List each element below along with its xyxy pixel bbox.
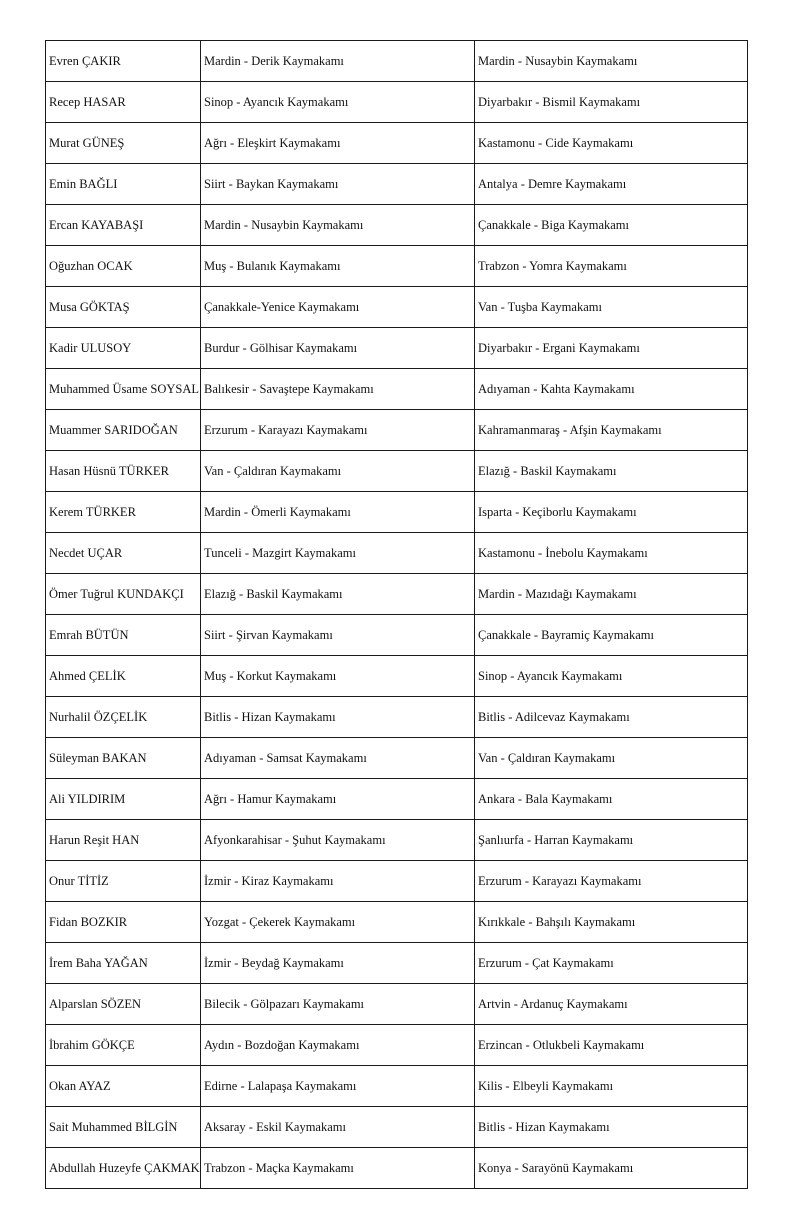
new-post-cell: Trabzon - Yomra Kaymakamı xyxy=(475,246,748,287)
current-post-cell: Balıkesir - Savaştepe Kaymakamı xyxy=(201,369,475,410)
new-post-cell: Bitlis - Hizan Kaymakamı xyxy=(475,1107,748,1148)
person-name-cell: Oğuzhan OCAK xyxy=(46,246,201,287)
current-post-cell: Siirt - Baykan Kaymakamı xyxy=(201,164,475,205)
table-row xyxy=(46,164,748,205)
table-row xyxy=(46,205,748,246)
person-name-cell: Recep HASAR xyxy=(46,82,201,123)
person-name-cell: Hasan Hüsnü TÜRKER xyxy=(46,451,201,492)
current-post-cell: Mardin - Ömerli Kaymakamı xyxy=(201,492,475,533)
new-post-cell: Diyarbakır - Bismil Kaymakamı xyxy=(475,82,748,123)
new-post-cell: Isparta - Keçiborlu Kaymakamı xyxy=(475,492,748,533)
new-post-cell: Antalya - Demre Kaymakamı xyxy=(475,164,748,205)
person-name-cell: Harun Reşit HAN xyxy=(46,820,201,861)
current-post-cell: Bilecik - Gölpazarı Kaymakamı xyxy=(201,984,475,1025)
table-row xyxy=(46,738,748,779)
person-name-cell: Sait Muhammed BİLGİN xyxy=(46,1107,201,1148)
person-name-cell: Alparslan SÖZEN xyxy=(46,984,201,1025)
table-row xyxy=(46,1025,748,1066)
new-post-cell: Erzurum - Karayazı Kaymakamı xyxy=(475,861,748,902)
person-name-cell: Emrah BÜTÜN xyxy=(46,615,201,656)
current-post-cell: Elazığ - Baskil Kaymakamı xyxy=(201,574,475,615)
table-row xyxy=(46,492,748,533)
new-post-cell: Konya - Sarayönü Kaymakamı xyxy=(475,1148,748,1189)
table-row xyxy=(46,82,748,123)
table-row xyxy=(46,697,748,738)
current-post-cell: Tunceli - Mazgirt Kaymakamı xyxy=(201,533,475,574)
person-name-cell: Ali YILDIRIM xyxy=(46,779,201,820)
person-name-cell: Ömer Tuğrul KUNDAKÇI xyxy=(46,574,201,615)
current-post-cell: Bitlis - Hizan Kaymakamı xyxy=(201,697,475,738)
table-row xyxy=(46,410,748,451)
person-name-cell: Necdet UÇAR xyxy=(46,533,201,574)
current-post-cell: Sinop - Ayancık Kaymakamı xyxy=(201,82,475,123)
person-name-cell: Evren ÇAKIR xyxy=(46,41,201,82)
new-post-cell: Mardin - Nusaybin Kaymakamı xyxy=(475,41,748,82)
new-post-cell: Bitlis - Adilcevaz Kaymakamı xyxy=(475,697,748,738)
current-post-cell: Yozgat - Çekerek Kaymakamı xyxy=(201,902,475,943)
new-post-cell: Kırıkkale - Bahşılı Kaymakamı xyxy=(475,902,748,943)
current-post-cell: Burdur - Gölhisar Kaymakamı xyxy=(201,328,475,369)
new-post-cell: Şanlıurfa - Harran Kaymakamı xyxy=(475,820,748,861)
person-name-cell: Kerem TÜRKER xyxy=(46,492,201,533)
person-name-cell: Murat GÜNEŞ xyxy=(46,123,201,164)
person-name-cell: Muhammed Üsame SOYSAL xyxy=(46,369,201,410)
current-post-cell: Muş - Bulanık Kaymakamı xyxy=(201,246,475,287)
person-name-cell: Abdullah Huzeyfe ÇAKMAK xyxy=(46,1148,201,1189)
table-row xyxy=(46,820,748,861)
person-name-cell: Ercan KAYABAŞI xyxy=(46,205,201,246)
table-row xyxy=(46,246,748,287)
table-row xyxy=(46,902,748,943)
new-post-cell: Elazığ - Baskil Kaymakamı xyxy=(475,451,748,492)
table-row xyxy=(46,287,748,328)
table-row xyxy=(46,1066,748,1107)
new-post-cell: Van - Tuşba Kaymakamı xyxy=(475,287,748,328)
new-post-cell: Erzincan - Otlukbeli Kaymakamı xyxy=(475,1025,748,1066)
table-row xyxy=(46,369,748,410)
person-name-cell: Musa GÖKTAŞ xyxy=(46,287,201,328)
table-row xyxy=(46,1107,748,1148)
table-row xyxy=(46,1148,748,1189)
new-post-cell: Çanakkale - Bayramiç Kaymakamı xyxy=(475,615,748,656)
table-row xyxy=(46,41,748,82)
current-post-cell: Aksaray - Eskil Kaymakamı xyxy=(201,1107,475,1148)
current-post-cell: Trabzon - Maçka Kaymakamı xyxy=(201,1148,475,1189)
person-name-cell: Emin BAĞLI xyxy=(46,164,201,205)
person-name-cell: Okan AYAZ xyxy=(46,1066,201,1107)
current-post-cell: Çanakkale-Yenice Kaymakamı xyxy=(201,287,475,328)
current-post-cell: Mardin - Derik Kaymakamı xyxy=(201,41,475,82)
new-post-cell: Diyarbakır - Ergani Kaymakamı xyxy=(475,328,748,369)
new-post-cell: Kilis - Elbeyli Kaymakamı xyxy=(475,1066,748,1107)
person-name-cell: Muammer SARIDOĞAN xyxy=(46,410,201,451)
person-name-cell: İrem Baha YAĞAN xyxy=(46,943,201,984)
person-name-cell: Nurhalil ÖZÇELİK xyxy=(46,697,201,738)
table-row xyxy=(46,451,748,492)
appointment-table-body xyxy=(46,41,748,1189)
current-post-cell: Siirt - Şirvan Kaymakamı xyxy=(201,615,475,656)
table-row xyxy=(46,328,748,369)
person-name-cell: Süleyman BAKAN xyxy=(46,738,201,779)
table-row xyxy=(46,943,748,984)
current-post-cell: Aydın - Bozdoğan Kaymakamı xyxy=(201,1025,475,1066)
current-post-cell: Muş - Korkut Kaymakamı xyxy=(201,656,475,697)
table-row xyxy=(46,861,748,902)
new-post-cell: Mardin - Mazıdağı Kaymakamı xyxy=(475,574,748,615)
new-post-cell: Adıyaman - Kahta Kaymakamı xyxy=(475,369,748,410)
current-post-cell: Van - Çaldıran Kaymakamı xyxy=(201,451,475,492)
person-name-cell: İbrahim GÖKÇE xyxy=(46,1025,201,1066)
table-row xyxy=(46,123,748,164)
table-row xyxy=(46,656,748,697)
current-post-cell: Ağrı - Hamur Kaymakamı xyxy=(201,779,475,820)
table-row xyxy=(46,984,748,1025)
current-post-cell: Ağrı - Eleşkirt Kaymakamı xyxy=(201,123,475,164)
current-post-cell: Adıyaman - Samsat Kaymakamı xyxy=(201,738,475,779)
current-post-cell: İzmir - Kiraz Kaymakamı xyxy=(201,861,475,902)
table-row xyxy=(46,533,748,574)
appointment-table xyxy=(45,40,748,1189)
new-post-cell: Van - Çaldıran Kaymakamı xyxy=(475,738,748,779)
person-name-cell: Fidan BOZKIR xyxy=(46,902,201,943)
person-name-cell: Ahmed ÇELİK xyxy=(46,656,201,697)
new-post-cell: Kastamonu - İnebolu Kaymakamı xyxy=(475,533,748,574)
current-post-cell: İzmir - Beydağ Kaymakamı xyxy=(201,943,475,984)
table-row xyxy=(46,574,748,615)
person-name-cell: Onur TİTİZ xyxy=(46,861,201,902)
new-post-cell: Kahramanmaraş - Afşin Kaymakamı xyxy=(475,410,748,451)
table-row xyxy=(46,779,748,820)
new-post-cell: Çanakkale - Biga Kaymakamı xyxy=(475,205,748,246)
current-post-cell: Edirne - Lalapaşa Kaymakamı xyxy=(201,1066,475,1107)
person-name-cell: Kadir ULUSOY xyxy=(46,328,201,369)
new-post-cell: Ankara - Bala Kaymakamı xyxy=(475,779,748,820)
table-row xyxy=(46,615,748,656)
current-post-cell: Afyonkarahisar - Şuhut Kaymakamı xyxy=(201,820,475,861)
new-post-cell: Kastamonu - Cide Kaymakamı xyxy=(475,123,748,164)
current-post-cell: Erzurum - Karayazı Kaymakamı xyxy=(201,410,475,451)
new-post-cell: Sinop - Ayancık Kaymakamı xyxy=(475,656,748,697)
current-post-cell: Mardin - Nusaybin Kaymakamı xyxy=(201,205,475,246)
new-post-cell: Erzurum - Çat Kaymakamı xyxy=(475,943,748,984)
new-post-cell: Artvin - Ardanuç Kaymakamı xyxy=(475,984,748,1025)
